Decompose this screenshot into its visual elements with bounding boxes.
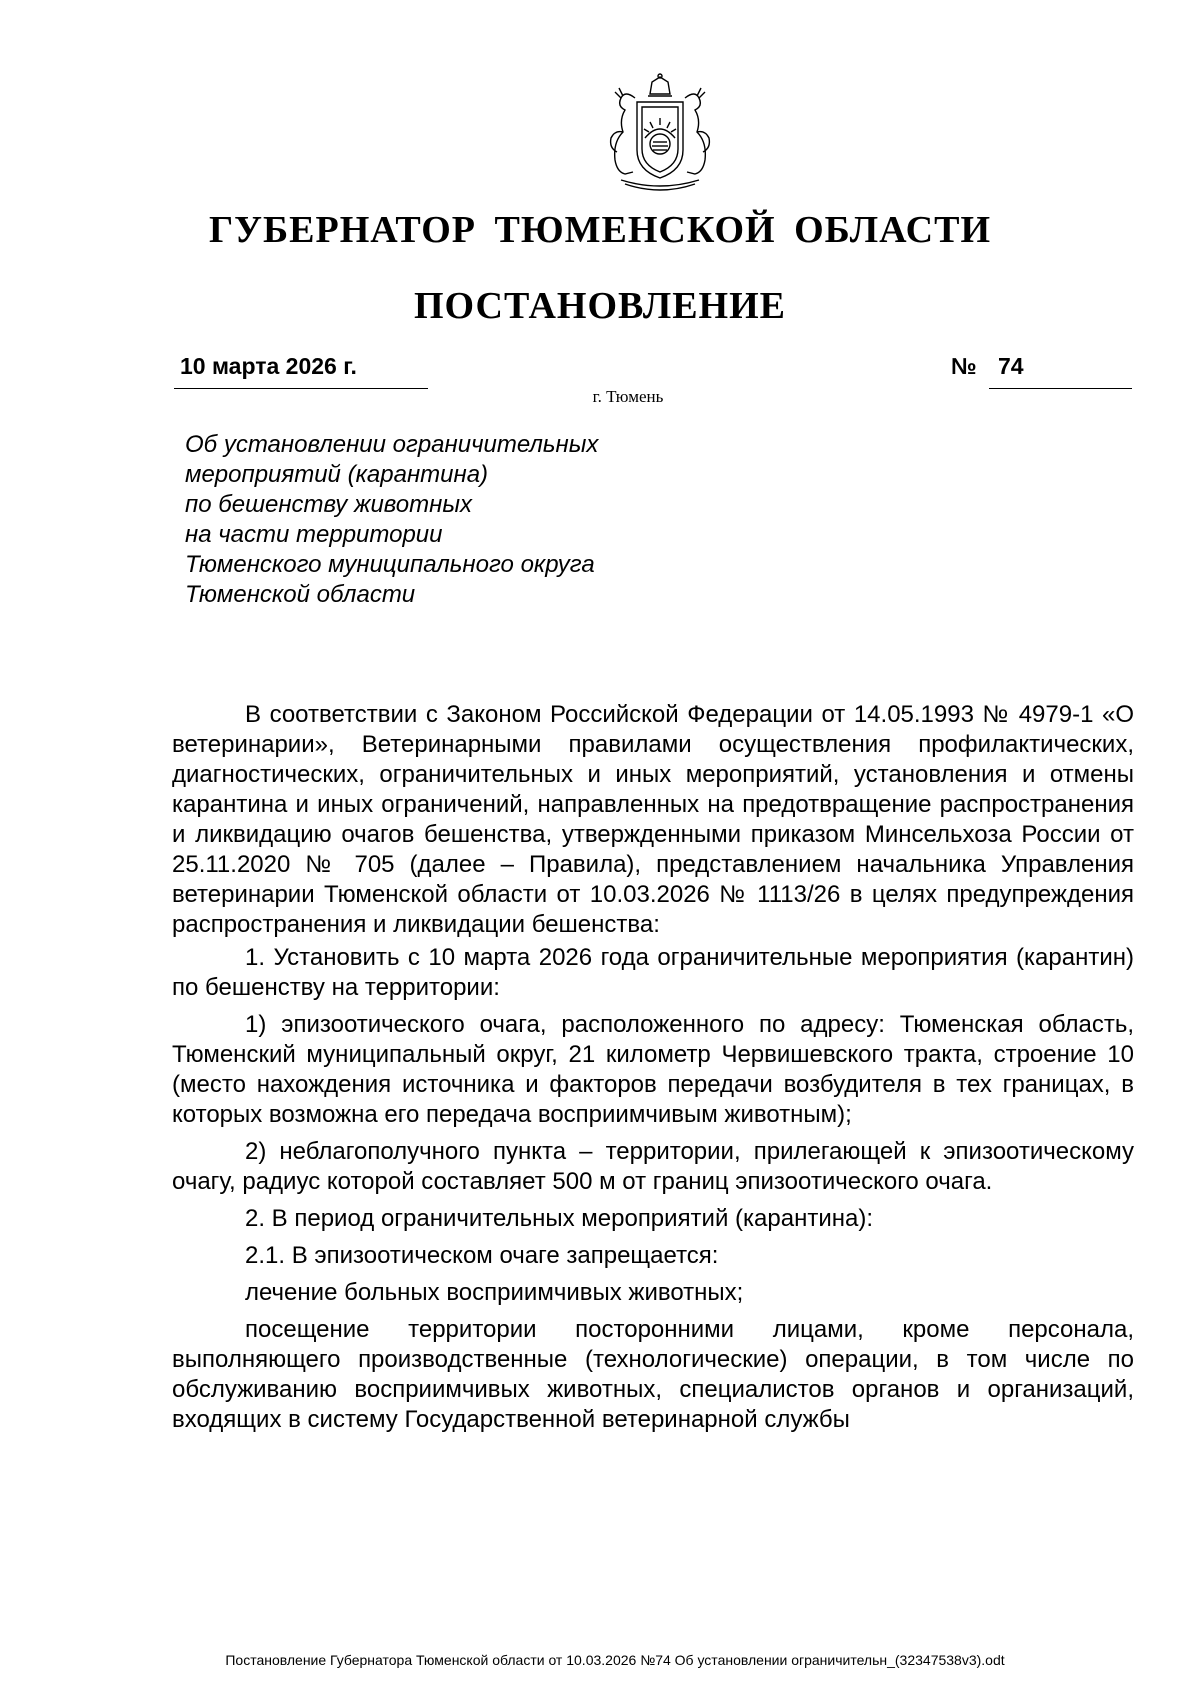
document-type: ПОСТАНОВЛЕНИЕ — [413, 285, 787, 327]
title-line: Тюменского муниципального округа — [185, 551, 595, 578]
city: г. Тюмень — [592, 387, 664, 406]
clause-2-1-item: лечение больных восприимчивых животных; — [245, 1279, 744, 1306]
clause-1: 1. Установить с 10 марта 2026 года ограничительные мероприятия (карантин) по бешенству на территории: — [172, 944, 1134, 1001]
title-line: Об установлении ограничительных — [185, 431, 599, 458]
clause-2: 2. В период ограничительных мероприятий (карантина): — [245, 1205, 874, 1232]
coat-of-arms-emblem — [595, 72, 725, 197]
clause-2-1-item: посещение территории посторонними лицами, кроме персонала, выполняющего производственные (технологические) операции, в том числе по обслуживанию восприимчивых животных, специалистов органов и организаций, входящих в систему Государственной ветеринарной службы — [172, 1316, 1134, 1433]
file-footer: Постановление Губернатора Тюменской области от 10.03.2026 №74 Об установлении ограничительн_(32347538v3).odt — [225, 1652, 1005, 1668]
number-sign: № — [951, 353, 977, 379]
document-number: 74 — [998, 353, 1024, 379]
issuing-authority: ГУБЕРНАТОР ТЮМЕНСКОЙ ОБЛАСТИ — [208, 209, 992, 251]
document-body — [172, 700, 1134, 1442]
document-title — [185, 430, 705, 610]
clause-2-1: 2.1. В эпизоотическом очаге запрещается: — [245, 1242, 719, 1269]
clause-1-1: 1) эпизоотического очага, расположенного по адресу: Тюменская область, Тюменский муниципальный округ, 21 километр Червишевского тракта, строение 10 (место нахождения источника и факторов передачи возбудителя в тех границах, в которых возможна его передача восприимчивым животным); — [172, 1011, 1134, 1128]
clause-1-2: 2) неблагополучного пункта – территории, прилегающей к эпизоотическому очагу, радиус которой составляет 500 м от границ эпизоотического очага. — [172, 1138, 1134, 1195]
document-date: 10 марта 2026 г. — [180, 353, 357, 379]
title-line: мероприятий (карантина) — [185, 461, 489, 488]
title-line: по бешенству животных — [185, 491, 473, 518]
title-line: Тюменской области — [185, 581, 416, 608]
preamble-paragraph: В соответствии с Законом Российской Федерации от 14.05.1993 № 4979-1 «О ветеринарии», Ветеринарными правилами осуществления профилактических, диагностических, ограничительных и иных мероприятий, установления и отмены карантина и иных ограничений, направленных на предотвращение распространения и ликвидацию очагов бешенства, утвержденными приказом Минсельхоза России от 25.11.2020 № 705 (далее – Правила), представлением начальника Управления ветеринарии Тюменской области от 10.03.2026 № 1113/26 в целях предупреждения распространения и ликвидации бешенства: — [172, 701, 1134, 938]
title-line: на части территории — [185, 521, 443, 548]
